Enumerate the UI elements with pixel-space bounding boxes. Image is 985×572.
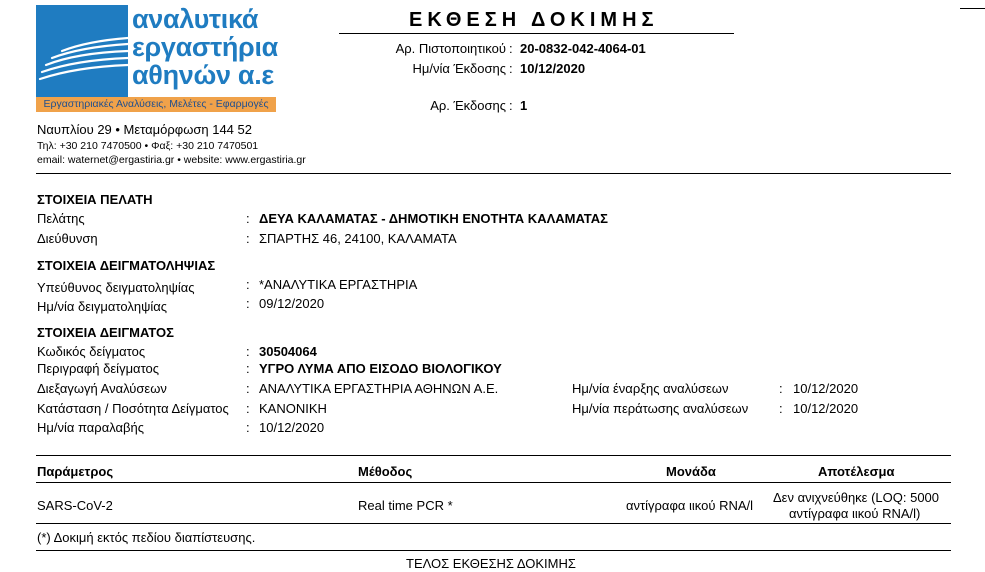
issue-date: 10/12/2020 (520, 61, 586, 76)
analysis-start-date: 10/12/2020 (793, 381, 859, 396)
company-web: email: waternet@ergastiria.gr • website: www.ergastiria.gr (37, 154, 306, 166)
company-phones: Τηλ: +30 210 7470500 • Φαξ: +30 210 7470501 (37, 140, 259, 152)
sampling-date-label: Ημ/νία δειγματοληψίας (37, 299, 168, 314)
sample-description-label: Περιγραφή δείγματος (37, 361, 160, 376)
colon: : (509, 98, 513, 113)
sample-code-label: Κωδικός δείγματος (37, 344, 146, 359)
colon: : (509, 41, 513, 56)
colon: : (246, 381, 250, 396)
analyses-lab: ΑΝΑΛΥΤΙΚΑ ΕΡΓΑΣΤΗΡΙΑ ΑΘΗΝΩΝ Α.Ε. (259, 381, 499, 396)
issue-number-label: Αρ. Έκδοσης (430, 98, 506, 113)
issue-date-label: Ημ/νία Έκδοσης (412, 61, 506, 76)
table-bottom-rule (36, 523, 951, 524)
certificate-label: Αρ. Πιστοποιητικού (395, 41, 506, 56)
sampling-section-heading: ΣΤΟΙΧΕΙΑ ΔΕΙΓΜΑΤΟΛΗΨΙΑΣ (37, 258, 216, 273)
colon: : (246, 231, 250, 246)
logo-line-2: εργαστήρια (132, 32, 278, 62)
column-header-result: Αποτέλεσμα (818, 464, 895, 479)
colon: : (246, 296, 250, 311)
client-address: ΣΠΑΡΤΗΣ 46, 24100, ΚΑΛΑΜΑΤΑ (259, 231, 457, 246)
sampling-date: 09/12/2020 (259, 296, 325, 311)
logo-line-3: αθηνών α.ε (132, 60, 274, 90)
analyses-label: Διεξαγωγή Αναλύσεων (37, 381, 167, 396)
colon: : (246, 361, 250, 376)
logo-waves-icon (36, 5, 128, 97)
colon: : (779, 401, 783, 416)
client-address-label: Διεύθυνση (37, 231, 98, 246)
result-cell-line-2: αντίγραφα ιικού RNA/l) (789, 506, 921, 521)
colon: : (779, 381, 783, 396)
colon: : (246, 420, 250, 435)
analysis-start-label: Ημ/νία έναρξης αναλύσεων (572, 381, 729, 396)
column-header-method: Μέθοδος (358, 464, 413, 479)
sample-description: ΥΓΡΟ ΛΥΜΑ ΑΠΟ ΕΙΣΟΔΟ ΒΙΟΛΟΓΙΚΟΥ (259, 361, 502, 376)
sample-code: 30504064 (259, 344, 317, 359)
header-divider (36, 173, 951, 174)
sampling-responsible: *ΑΝΑΛΥΤΙΚΑ ΕΡΓΑΣΤΗΡΙΑ (259, 277, 418, 292)
colon: : (246, 277, 250, 292)
analysis-end-label: Ημ/νία περάτωσης αναλύσεων (572, 401, 749, 416)
company-address: Ναυπλίου 29 • Μεταμόρφωση 144 52 (37, 122, 252, 137)
logo-tagline: Εργαστηριακές Αναλύσεις, Μελέτες - Εφαρμογές (36, 97, 276, 112)
logo-line-1: αναλυτικά (132, 4, 259, 34)
unit-cell: αντίγραφα ιικού RNA/l (626, 498, 754, 513)
analysis-end-date: 10/12/2020 (793, 401, 859, 416)
footnote-rule (36, 550, 951, 551)
result-cell-line-1: Δεν ανιχνεύθηκε (LOQ: 5000 (773, 490, 940, 505)
footnote: (*) Δοκιμή εκτός πεδίου διαπίστευσης. (37, 530, 256, 545)
receipt-date-label: Ημ/νία παραλαβής (37, 420, 145, 435)
colon: : (246, 211, 250, 226)
table-header-rule (36, 482, 951, 483)
company-logo (36, 5, 278, 113)
parameter-cell: SARS-CoV-2 (37, 498, 113, 513)
colon: : (246, 401, 250, 416)
condition-label: Κατάσταση / Ποσότητα Δείγματος (37, 401, 229, 416)
client-name: ΔΕΥΑ ΚΑΛΑΜΑΤΑΣ - ΔΗΜΟΤΙΚΗ ΕΝΟΤΗΤΑ ΚΑΛΑΜΑΤΑΣ (259, 211, 608, 226)
end-of-report: ΤΕΛΟΣ ΕΚΘΕΣΗΣ ΔΟΚΙΜΗΣ (406, 556, 576, 571)
client-label: Πελάτης (37, 211, 85, 226)
top-rule (960, 8, 985, 9)
sampling-responsible-label: Υπεύθυνος δειγματοληψίας (37, 280, 195, 295)
receipt-date: 10/12/2020 (259, 420, 325, 435)
colon: : (509, 61, 513, 76)
logo-wordmark (132, 5, 278, 89)
table-top-rule (36, 455, 951, 456)
client-section-heading: ΣΤΟΙΧΕΙΑ ΠΕΛΑΤΗ (37, 192, 153, 207)
sample-condition: ΚΑΝΟΝΙΚΗ (259, 401, 327, 416)
column-header-parameter: Παράμετρος (37, 464, 114, 479)
certificate-number: 20-0832-042-4064-01 (520, 41, 646, 56)
issue-number: 1 (520, 98, 528, 113)
sample-section-heading: ΣΤΟΙΧΕΙΑ ΔΕΙΓΜΑΤΟΣ (37, 325, 174, 340)
colon: : (246, 344, 250, 359)
method-cell: Real time PCR * (358, 498, 453, 513)
column-header-unit: Μονάδα (666, 464, 716, 479)
report-title: ΕΚΘΕΣΗ ΔΟΚΙΜΗΣ (409, 9, 659, 31)
title-underline (339, 33, 734, 34)
